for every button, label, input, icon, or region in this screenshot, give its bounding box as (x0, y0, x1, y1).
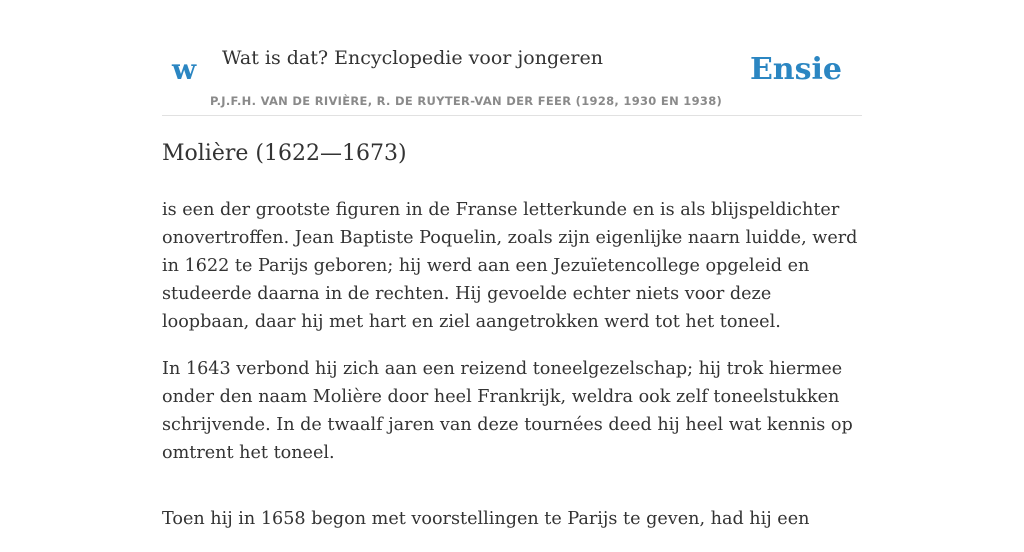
article-paragraph: In 1643 verbond hij zich aan een reizend toneelgezelschap; hij trok hiermee onder den naam Molière door heel Frankrijk, weldra ook zelf toneelstukken schrijvende. In de twaalf jaren van deze tournées deed hij heel wat kennis op omtrent het toneel. (162, 359, 853, 463)
article-title: Molière (1622—1673) (162, 141, 407, 166)
article-paragraph: is een der grootste figuren in de Franse letterkunde en is als blijspeldichter onovertroffen. Jean Baptiste Poquelin, zoals zijn eigenlijke naarn luidde, werd in 1622 te Parijs geboren; hij werd aan een Jezuïetencollege opgeleid en studeerde daarna in de rechten. Hij gevoelde echter niets voor deze loopbaan, daar hij met hart en ziel aangetrokken werd tot het toneel. (162, 200, 858, 332)
article-paragraph: Toen hij in 1658 begon met voorstellingen te Parijs te geven, had hij een (162, 509, 810, 529)
book-authors: P.J.F.H. VAN DE RIVIÈRE, R. DE RUYTER-VAN DER FEER (1928, 1930 EN 1938) (210, 94, 723, 108)
article-body (162, 138, 862, 552)
book-title-link[interactable]: Wat is dat? Encyclopedie voor jongeren (222, 47, 603, 69)
ensie-logo-link[interactable]: Ensie (749, 52, 842, 87)
header (162, 40, 862, 116)
encyclopedia-logo-icon[interactable]: w (172, 53, 197, 86)
